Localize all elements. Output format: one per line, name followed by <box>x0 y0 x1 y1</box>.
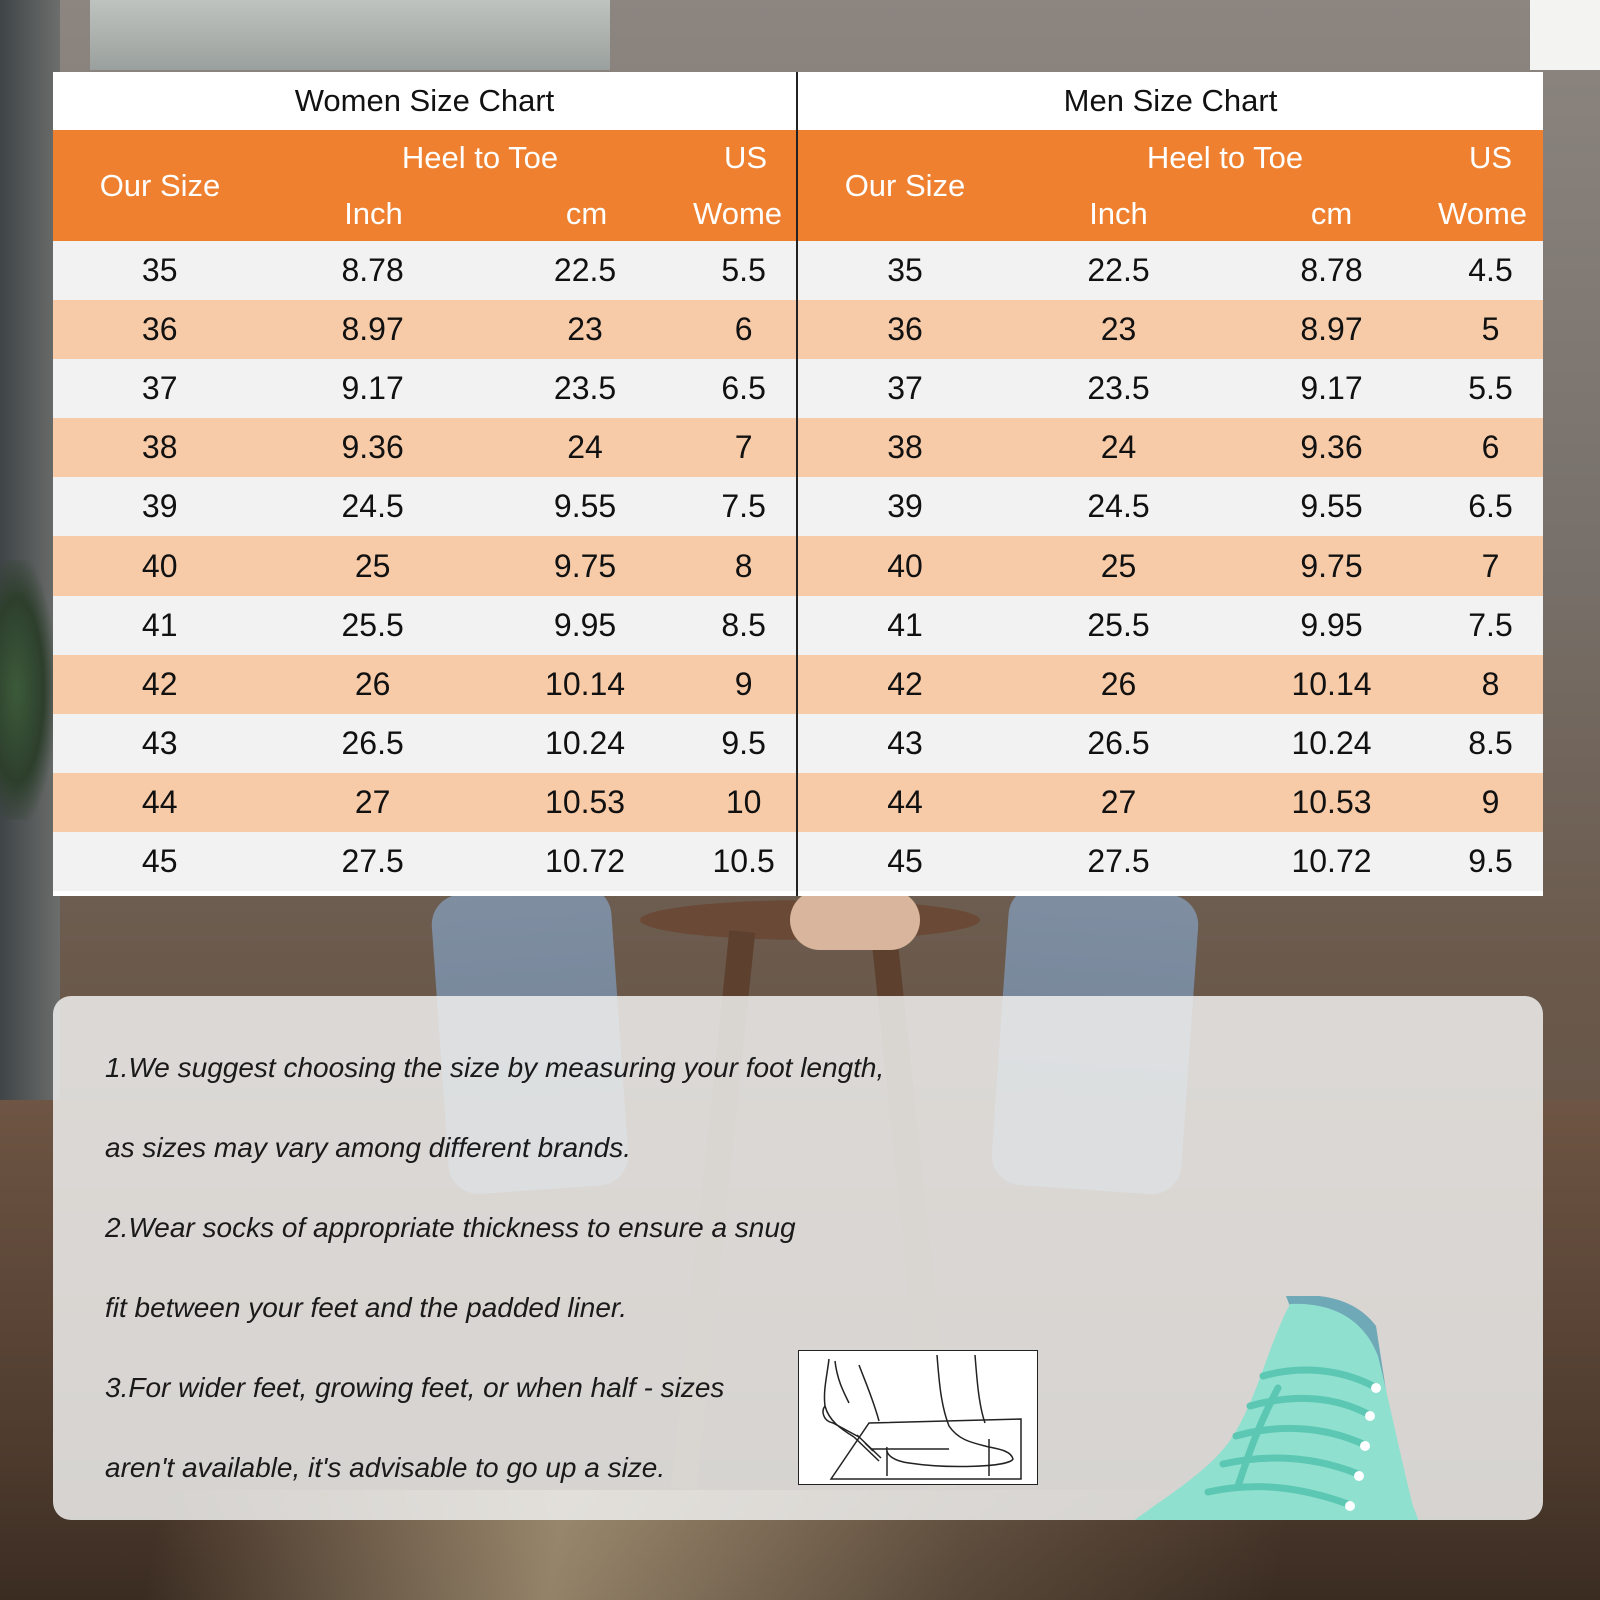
table-row <box>798 773 1543 832</box>
women-size-chart <box>53 72 798 896</box>
women-chart-rows <box>53 241 796 891</box>
cell-inch: 9.17 <box>341 370 404 407</box>
cell-inch: 26.5 <box>341 724 404 761</box>
header-our-size: Our Size <box>99 168 221 203</box>
size-chart-table <box>53 72 1543 896</box>
cell-cm: 10.53 <box>1291 783 1372 820</box>
cell-us: 8 <box>734 547 753 584</box>
cell-inch: 27 <box>1100 783 1137 820</box>
cell-cm: 10.24 <box>1291 724 1372 761</box>
cell-us: 7 <box>1481 547 1500 584</box>
table-row <box>53 773 796 832</box>
cell-our-size: 43 <box>141 724 178 761</box>
cell-inch: 24.5 <box>1087 488 1150 525</box>
cell-cm: 9.95 <box>1300 606 1363 643</box>
cell-our-size: 35 <box>887 252 923 289</box>
cell-inch: 26.5 <box>1087 724 1150 761</box>
cell-inch: 25 <box>1100 547 1137 584</box>
table-row <box>53 359 796 418</box>
cell-cm: 10.53 <box>545 783 626 820</box>
table-row <box>53 655 796 714</box>
table-row <box>798 418 1543 477</box>
men-chart-header <box>798 130 1543 241</box>
table-row <box>53 536 796 595</box>
cell-inch: 8.78 <box>341 252 404 289</box>
cell-inch: 26 <box>1100 665 1137 702</box>
cell-cm: 10.72 <box>545 842 626 879</box>
roller-skate-image <box>1028 1296 1538 1520</box>
cell-us: 9.5 <box>1468 842 1513 879</box>
men-chart-rows <box>798 241 1543 891</box>
tip-3-line-2: aren't available, it's advisable to go up a size. <box>105 1452 666 1483</box>
cell-inch: 25 <box>354 547 391 584</box>
table-row <box>798 300 1543 359</box>
cell-our-size: 37 <box>141 370 178 407</box>
background-window-right <box>1530 0 1600 70</box>
cell-inch: 24.5 <box>341 488 404 525</box>
cell-inch: 27 <box>354 783 391 820</box>
cell-our-size: 38 <box>887 429 923 466</box>
header-us: US <box>723 140 768 175</box>
cell-cm: 10.72 <box>1291 842 1372 879</box>
cell-cm: 9.17 <box>1300 370 1363 407</box>
cell-cm: 8.97 <box>1300 311 1363 348</box>
cell-cm: 9.55 <box>1300 488 1363 525</box>
cell-our-size: 42 <box>887 665 923 702</box>
tip-3-line-1: 3.For wider feet, growing feet, or when half - sizes <box>105 1372 725 1403</box>
cell-us: 8 <box>1481 665 1500 702</box>
cell-inch: 22.5 <box>1087 252 1150 289</box>
table-row <box>53 714 796 773</box>
cell-us: 7.5 <box>721 488 766 525</box>
header-us: US <box>1468 140 1513 175</box>
cell-us: 9 <box>1481 783 1500 820</box>
cell-our-size: 35 <box>141 252 178 289</box>
table-row <box>798 655 1543 714</box>
women-chart-title: Women Size Chart <box>53 72 796 130</box>
cell-our-size: 37 <box>887 370 923 407</box>
cell-our-size: 44 <box>141 783 178 820</box>
cell-cm: 23.5 <box>553 370 617 407</box>
cell-us: 6.5 <box>721 370 766 407</box>
cell-cm: 9.55 <box>553 488 617 525</box>
table-row <box>53 596 796 655</box>
table-row <box>798 714 1543 773</box>
header-cm: cm <box>1310 196 1353 231</box>
cell-us: 10.5 <box>712 842 775 879</box>
cell-inch: 8.97 <box>341 311 404 348</box>
cell-our-size: 41 <box>141 606 178 643</box>
table-row <box>798 359 1543 418</box>
cell-us: 6.5 <box>1468 488 1513 525</box>
header-inch: Inch <box>344 196 403 231</box>
sizing-tips-panel <box>53 996 1543 1520</box>
cell-inch: 23 <box>1100 311 1137 348</box>
cell-cm: 8.78 <box>1300 252 1363 289</box>
cell-our-size: 40 <box>141 547 178 584</box>
table-row <box>798 241 1543 300</box>
cell-cm: 10.24 <box>545 724 626 761</box>
cell-our-size: 39 <box>141 488 178 525</box>
header-heel-to-toe: Heel to Toe <box>401 140 559 175</box>
foot-measuring-illustration <box>798 1350 1038 1485</box>
cell-inch: 23.5 <box>1087 370 1150 407</box>
cell-us: 5.5 <box>721 252 766 289</box>
header-us-women: Wome <box>693 196 783 231</box>
cell-us: 5 <box>1481 311 1500 348</box>
cell-inch: 26 <box>354 665 391 702</box>
cell-inch: 27.5 <box>1087 842 1150 879</box>
cell-our-size: 43 <box>887 724 923 761</box>
cell-our-size: 42 <box>141 665 178 702</box>
cell-us: 6 <box>1481 429 1500 466</box>
cell-us: 7 <box>734 429 753 466</box>
cell-cm: 24 <box>567 429 603 466</box>
background-hands <box>790 890 920 950</box>
cell-us: 7.5 <box>1468 606 1513 643</box>
table-row <box>53 241 796 300</box>
cell-our-size: 44 <box>887 783 923 820</box>
table-row <box>53 300 796 359</box>
women-chart-header <box>53 130 796 241</box>
cell-us: 9 <box>734 665 753 702</box>
cell-cm: 9.95 <box>553 606 617 643</box>
header-cm: cm <box>565 196 608 231</box>
background-plant <box>0 560 55 820</box>
cell-cm: 10.14 <box>545 665 626 702</box>
tip-1-line-2: as sizes may vary among different brands. <box>105 1132 632 1163</box>
table-row <box>798 536 1543 595</box>
cell-us: 5.5 <box>1468 370 1513 407</box>
cell-cm: 9.36 <box>1300 429 1363 466</box>
header-our-size: Our Size <box>844 168 966 203</box>
table-row <box>798 477 1543 536</box>
cell-inch: 24 <box>1100 429 1137 466</box>
cell-our-size: 45 <box>141 842 178 879</box>
header-heel-to-toe: Heel to Toe <box>1146 140 1304 175</box>
table-row <box>798 832 1543 891</box>
cell-us: 9.5 <box>721 724 766 761</box>
cell-inch: 9.36 <box>341 429 404 466</box>
cell-us: 6 <box>734 311 753 348</box>
cell-cm: 22.5 <box>553 252 617 289</box>
header-inch: Inch <box>1089 196 1148 231</box>
cell-cm: 9.75 <box>553 547 617 584</box>
cell-our-size: 38 <box>141 429 178 466</box>
cell-cm: 9.75 <box>1300 547 1363 584</box>
cell-us: 8.5 <box>721 606 766 643</box>
men-chart-title: Men Size Chart <box>798 72 1543 130</box>
background-window <box>90 0 610 70</box>
tip-2-line-1: 2.Wear socks of appropriate thickness to ensure a snug <box>105 1212 796 1243</box>
cell-inch: 25.5 <box>341 606 404 643</box>
foot-measure-icon <box>799 1351 1039 1486</box>
men-size-chart <box>798 72 1543 896</box>
table-row <box>53 832 796 891</box>
cell-our-size: 36 <box>141 311 178 348</box>
tip-2-line-2: fit between your feet and the padded liner. <box>105 1292 627 1323</box>
cell-our-size: 41 <box>887 606 923 643</box>
cell-our-size: 36 <box>887 311 923 348</box>
cell-our-size: 39 <box>887 488 923 525</box>
header-us-women: Wome <box>1438 196 1528 231</box>
table-row <box>53 477 796 536</box>
cell-us: 4.5 <box>1468 252 1513 289</box>
cell-cm: 23 <box>567 311 603 348</box>
cell-our-size: 45 <box>887 842 923 879</box>
tip-1-line-1: 1.We suggest choosing the size by measuring your foot length, <box>105 1052 885 1083</box>
cell-inch: 27.5 <box>341 842 404 879</box>
cell-inch: 25.5 <box>1087 606 1150 643</box>
cell-cm: 10.14 <box>1291 665 1372 702</box>
table-row <box>798 596 1543 655</box>
cell-us: 8.5 <box>1468 724 1513 761</box>
cell-our-size: 40 <box>887 547 923 584</box>
table-row <box>53 418 796 477</box>
cell-us: 10 <box>725 783 762 820</box>
